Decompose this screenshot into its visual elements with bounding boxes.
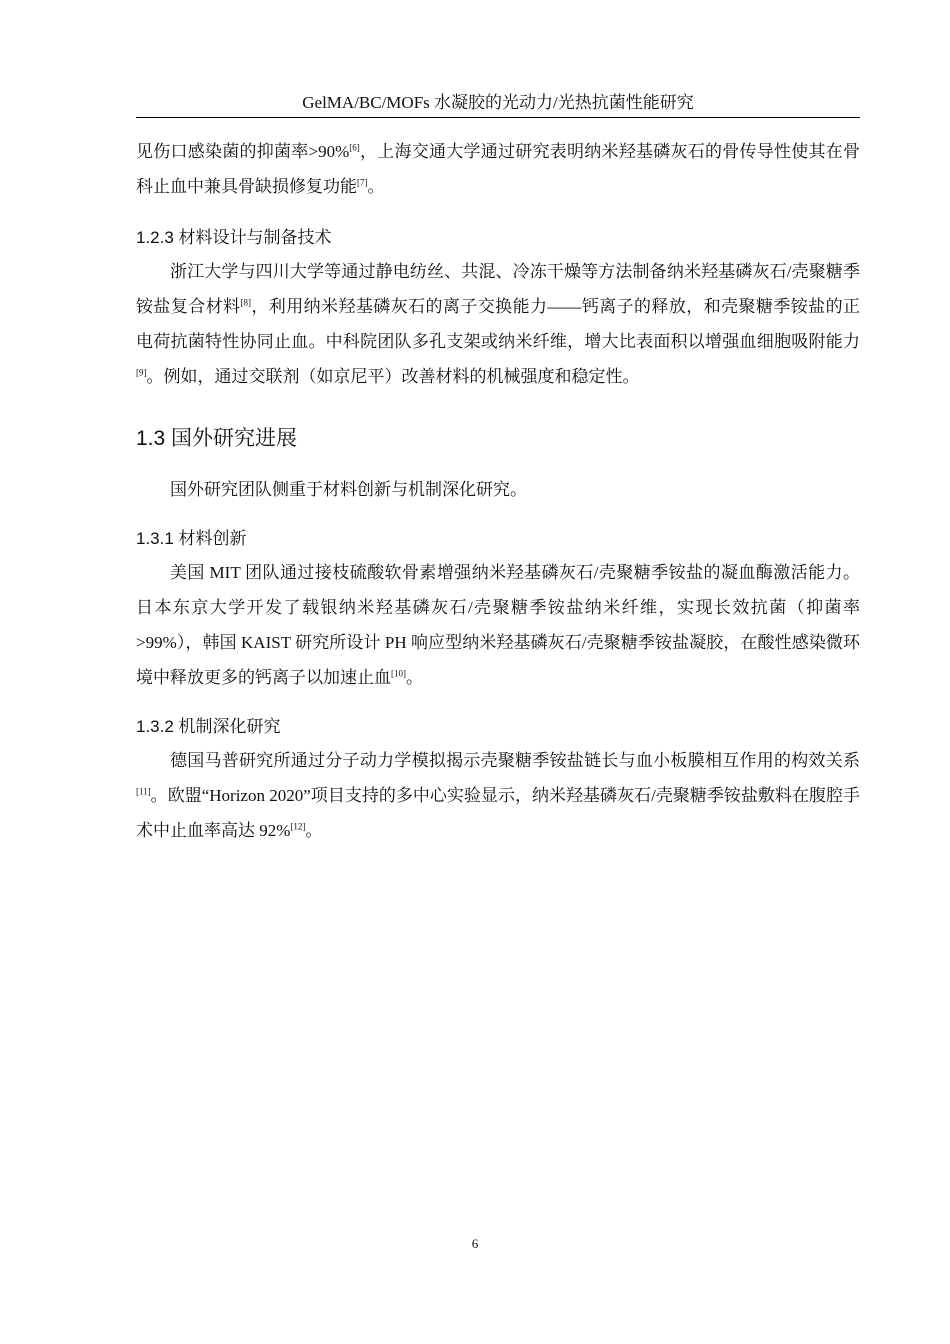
citation: [6] xyxy=(349,142,360,153)
running-header: GelMA/BC/MOFs 水凝胶的光动力/光热抗菌性能研究 xyxy=(136,88,860,118)
citation: [9] xyxy=(136,367,147,378)
paragraph-continued: 见伤口感染菌的抑菌率>90%[6]，上海交通大学通过研究表明纳米羟基磷灰石的骨传导性使其在骨科止血中兼具骨缺损修复功能[7]。 xyxy=(136,142,860,196)
page-body xyxy=(136,134,860,848)
citation: [10] xyxy=(391,668,406,679)
section-heading-1-3-2: 1.3.2 机制深化研究 xyxy=(136,717,281,736)
section-heading-1-3-1: 1.3.1 材料创新 xyxy=(136,529,247,548)
paragraph-material-innovation: 美国 MIT 团队通过接枝硫酸软骨素增强纳米羟基磷灰石/壳聚糖季铵盐的凝血酶激活能力。日本东京大学开发了载银纳米羟基磷灰石/壳聚糖季铵盐纳米纤维，实现长效抗菌（抑菌率>99%），韩国 KAIST 研究所设计 PH 响应型纳米羟基磷灰石/壳聚糖季铵盐凝胶，在酸性感染微环境中释放更多的钙离子以加速止血[10]。 xyxy=(136,563,860,687)
citation: [8] xyxy=(240,297,251,308)
paragraph-material-design: 浙江大学与四川大学等通过静电纺丝、共混、冷冻干燥等方法制备纳米羟基磷灰石/壳聚糖季铵盐复合材料[8]，利用纳米羟基磷灰石的离子交换能力——钙离子的释放，和壳聚糖季铵盐的正电荷抗菌特性协同止血。中科院团队多孔支架或纳米纤维，增大比表面积以增强血细胞吸附能力[9]。例如，通过交联剂（如京尼平）改善材料的机械强度和稳定性。 xyxy=(136,262,861,386)
section-heading-1-3: 1.3 国外研究进展 xyxy=(136,427,298,450)
citation: [7] xyxy=(357,177,368,188)
citation: [12] xyxy=(290,821,306,832)
page-number: 6 xyxy=(471,1236,479,1251)
section-heading-1-2-3: 1.2.3 材料设计与制备技术 xyxy=(136,228,332,247)
citation: [11] xyxy=(136,786,151,797)
paragraph-mechanism-research: 德国马普研究所通过分子动力学模拟揭示壳聚糖季铵盐链长与血小板膜相互作用的构效关系[11]。欧盟“Horizon 2020”项目支持的多中心实验显示，纳米羟基磷灰石/壳聚糖季铵盐敷料在腹腔手术中止血率高达 92%[12]。 xyxy=(136,751,860,840)
paragraph-overview: 国外研究团队侧重于材料创新与机制深化研究。 xyxy=(170,480,527,499)
